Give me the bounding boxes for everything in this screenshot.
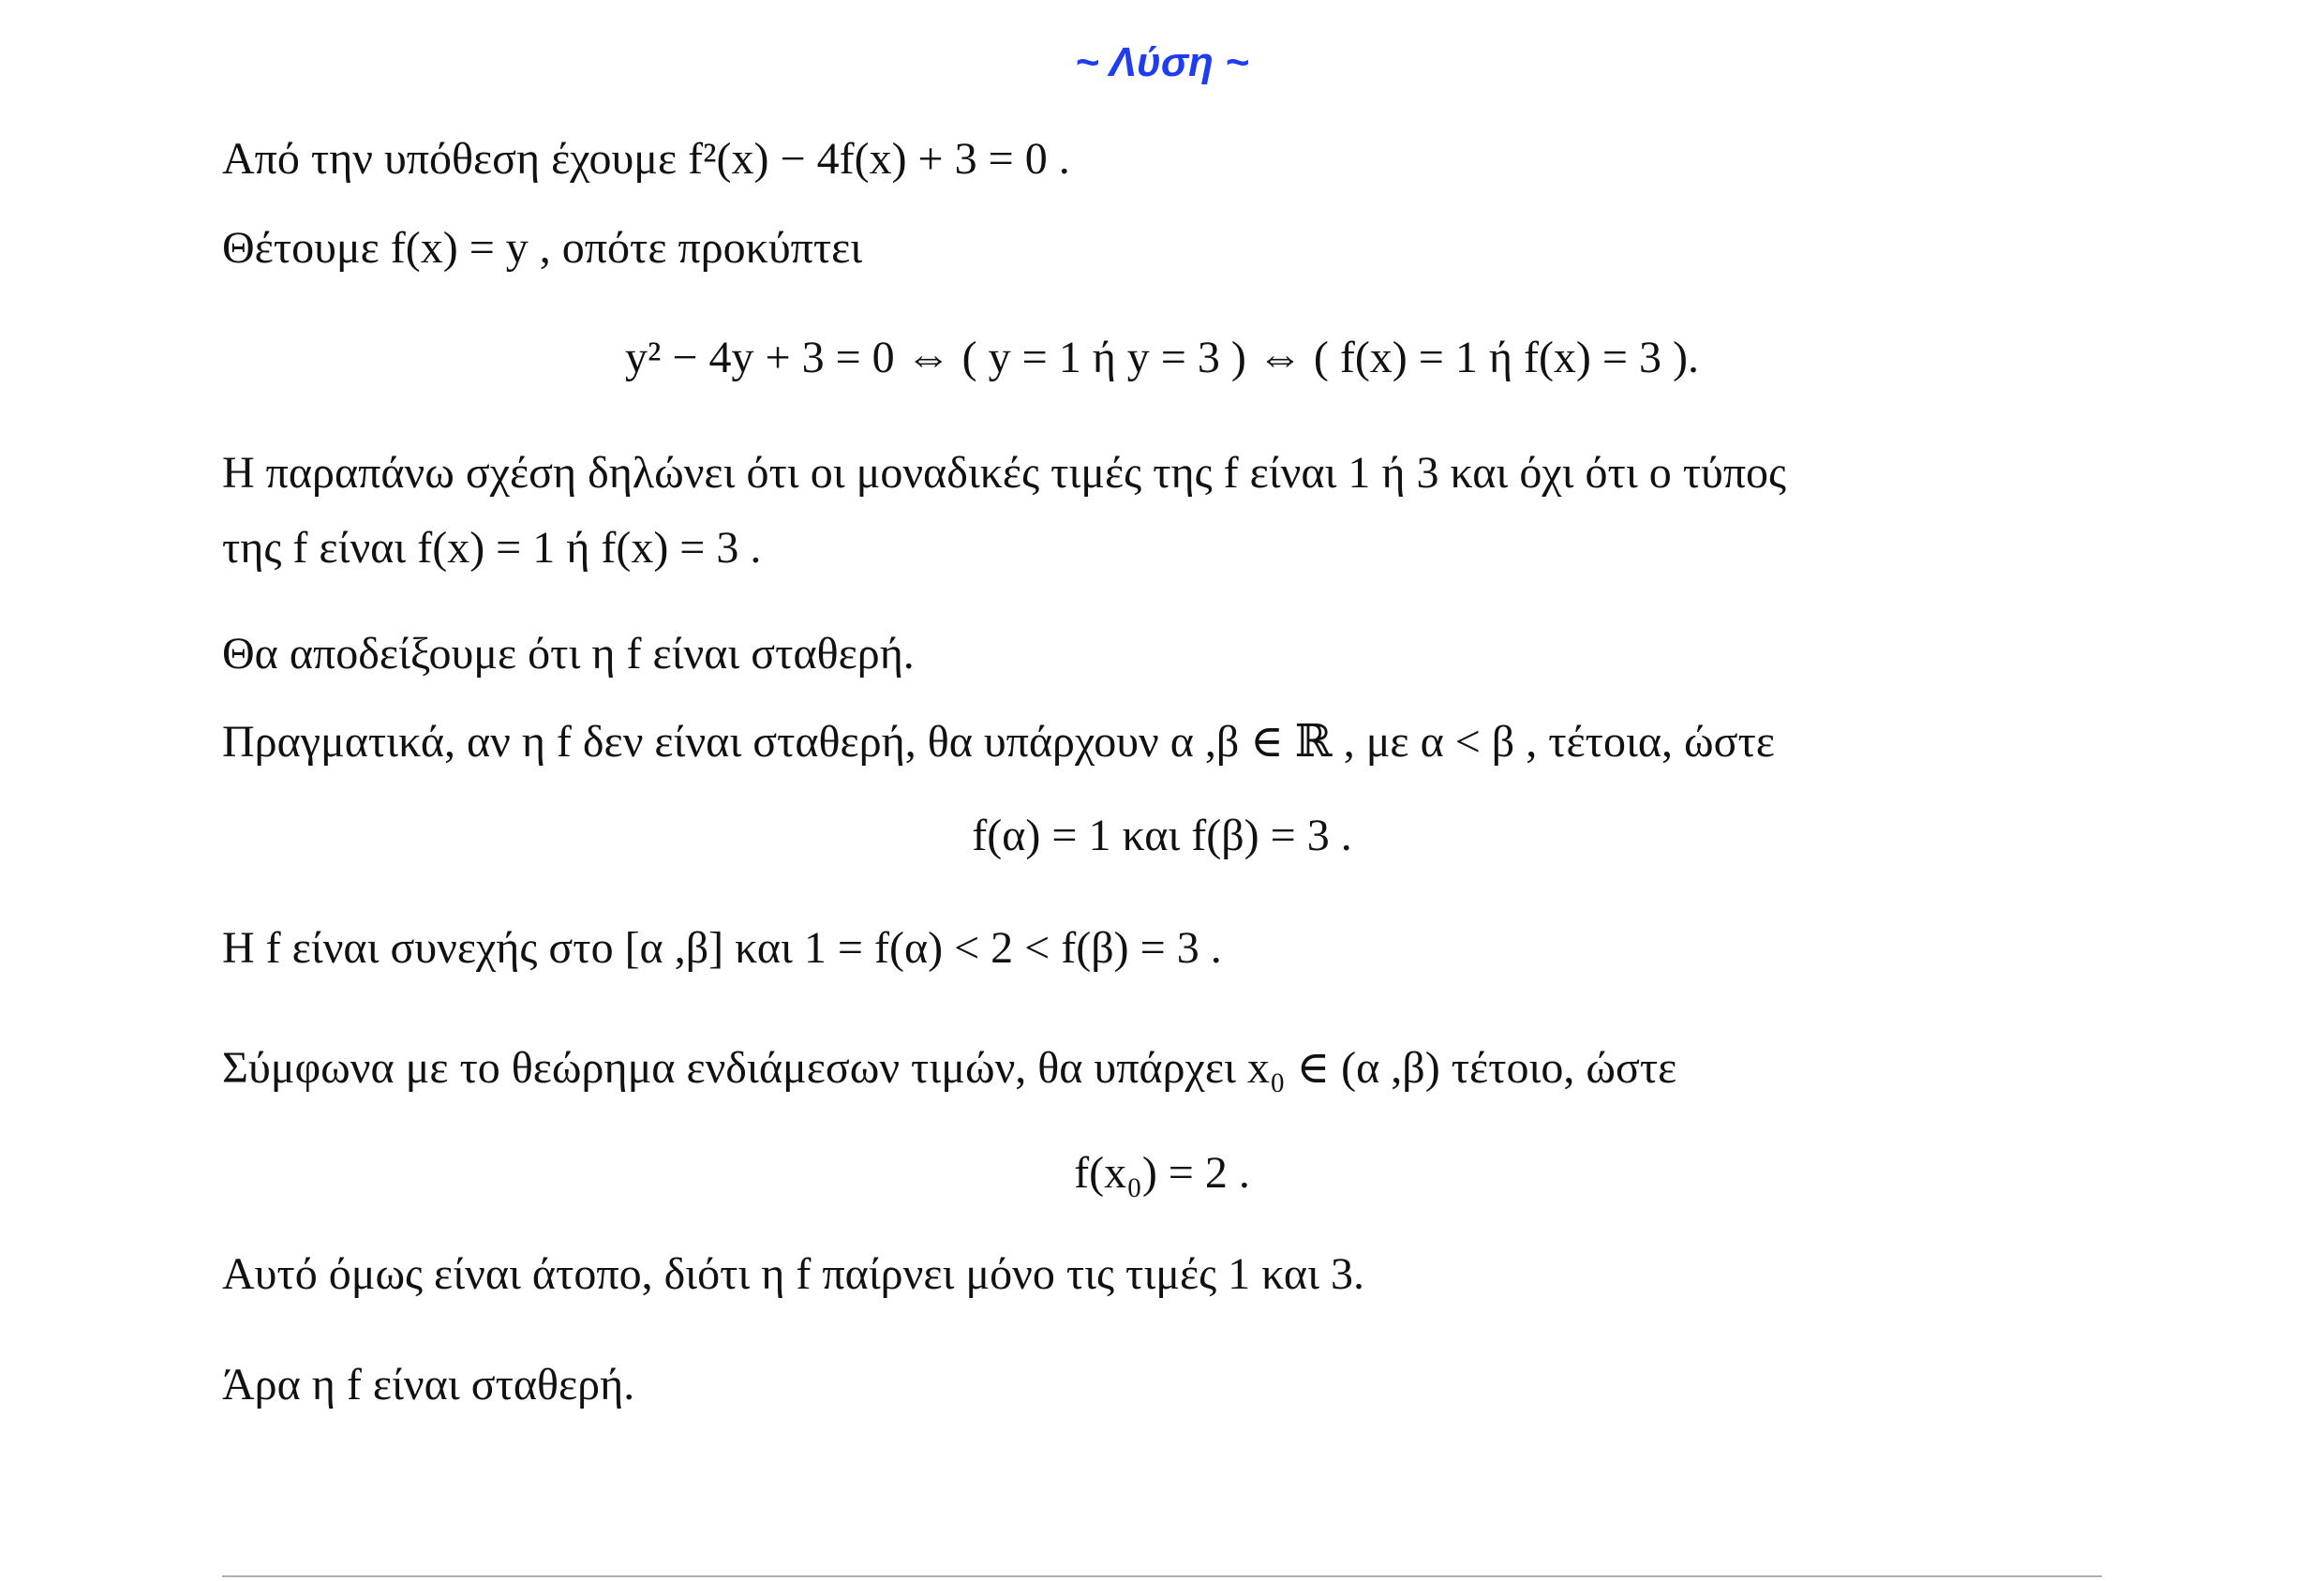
solution-title: ~ Λύση ~ [1075,39,1249,85]
text-line-substitution: Θέτουμε f(x) = y , οπότε προκύπτει [222,223,863,273]
equation-values: f(α) = 1 και f(β) = 3 . [972,811,1352,860]
text-line-remark-2: της f είναι f(x) = 1 ή f(x) = 3 . [222,523,762,573]
bottom-divider [222,1575,2102,1577]
text-line-claim: Θα αποδείξουμε ότι η f είναι σταθερή. [222,629,915,679]
equation-quadratic: y² − 4y + 3 = 0 ⇔ ( y = 1 ή y = 3 ) ⇔ ( f(x) = 1 ή f(x) = 3 ). [625,333,1699,382]
text-line-remark-1: Η παραπάνω σχέση δηλώνει ότι οι μοναδικές τιμές της f είναι 1 ή 3 και όχι ότι ο τύπος [222,448,1787,498]
equation-x0: f(x₀) = 2 . [1074,1148,1250,1198]
text-line-assumption: Πραγματικά, αν η f δεν είναι σταθερή, θα υπάρχουν α ,β ∈ ℝ , με α < β , τέτοια, ώστε [222,717,1775,767]
text-line-hypothesis: Από την υπόθεση έχουμε f²(x) − 4f(x) + 3 = 0 . [222,134,1070,184]
text-line-ivt: Σύμφωνα με το θεώρημα ενδιάμεσων τιμών, θα υπάρχει x₀ ∈ (α ,β) τέτοιο, ώστε [222,1043,1677,1093]
text-line-contradiction: Αυτό όμως είναι άτοπο, διότι η f παίρνει μόνο τις τιμές 1 και 3. [222,1249,1364,1299]
text-line-conclusion: Άρα η f είναι σταθερή. [222,1360,635,1409]
text-line-continuity: Η f είναι συνεχής στο [α ,β] και 1 = f(α) < 2 < f(β) = 3 . [222,923,1222,973]
